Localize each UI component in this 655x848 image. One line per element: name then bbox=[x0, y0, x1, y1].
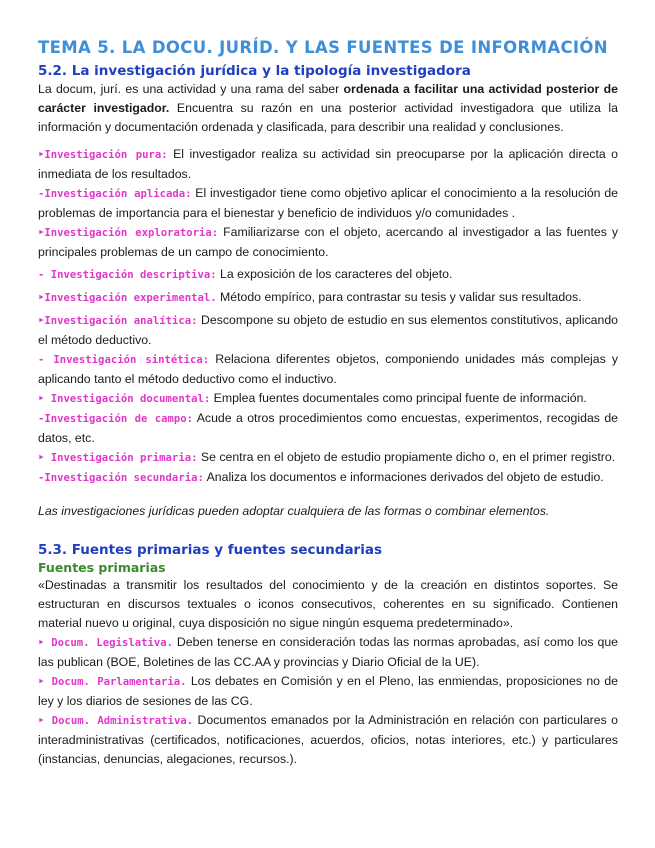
item-text: Método empírico, para contrastar su tesis y validar sus resultados. bbox=[216, 290, 582, 304]
item-term: ‣Investigación pura: bbox=[38, 149, 168, 161]
list-item bbox=[38, 409, 618, 448]
section-heading-5-2: 5.2. La investigación jurídica y la tipología investigadora bbox=[38, 63, 471, 79]
list-item bbox=[38, 389, 618, 409]
list-item bbox=[38, 468, 618, 488]
item-term: ‣Investigación experimental. bbox=[38, 292, 217, 304]
definition-quote: «Destinadas a transmitir los resultados del conocimiento y de la creación en distintos soportes. Se estructuran en discursos textuales o iconos consecutivos, coherentes en su significado. Contienen material nuevo u original, cuya disposición no sigue ningún esquema predeterminado». bbox=[38, 578, 618, 630]
list-item bbox=[38, 288, 618, 308]
item-text: Se centra en el objeto de estudio propiamente dicho o, en el primer registro. bbox=[197, 450, 616, 464]
list-item bbox=[38, 711, 618, 769]
item-term: -Investigación aplicada: bbox=[38, 188, 192, 200]
item-term: ‣Investigación exploratoria: bbox=[38, 227, 219, 239]
item-term: - Investigación descriptiva: bbox=[38, 269, 217, 281]
list-item bbox=[38, 448, 618, 468]
item-text: Analiza los documentos e informaciones derivados del objeto de estudio. bbox=[203, 470, 604, 484]
item-text: Deben tenerse en consideración todas las normas aprobadas, así como los que las publican (BOE, Boletines de las CC.AA y provincias y Diario Oficial de la UE). bbox=[38, 635, 618, 669]
item-text: Acude a otros procedimientos como encuestas, experimentos, recogidas de datos, etc. bbox=[38, 411, 618, 445]
summary-note: Las investigaciones jurídicas pueden adoptar cualquiera de las formas o combinar elementos. bbox=[38, 504, 550, 518]
item-text: Descompone su objeto de estudio en sus elementos constitutivos, aplicando el método deductivo. bbox=[38, 313, 618, 347]
list-item bbox=[38, 145, 618, 184]
item-term: ‣ Docum. Parlamentaria. bbox=[38, 676, 187, 688]
item-term: ‣ Docum. Legislativa. bbox=[38, 637, 173, 649]
list-item bbox=[38, 672, 618, 711]
intro-text-a: La docum, jurí. es una actividad y una rama del saber bbox=[38, 82, 344, 96]
list-item bbox=[38, 223, 618, 262]
item-term: ‣Investigación analítica: bbox=[38, 315, 198, 327]
section-heading-5-3: 5.3. Fuentes primarias y fuentes secundarias bbox=[38, 542, 382, 558]
item-term: -Investigación de campo: bbox=[38, 413, 194, 425]
item-text: Relaciona diferentes objetos, componiendo unidades más complejas y aplicando tanto el método deductivo como el inductivo. bbox=[38, 352, 618, 386]
item-term: -Investigación secundaria: bbox=[38, 472, 204, 484]
list-item bbox=[38, 184, 618, 223]
item-term: ‣ Investigación primaria: bbox=[38, 452, 198, 464]
list-item bbox=[38, 265, 618, 285]
list-item bbox=[38, 350, 618, 389]
item-text: El investigador tiene como objetivo aplicar el conocimiento a la resolución de problemas de importancia para el bienestar y beneficio de individuos y/o comunidades . bbox=[38, 186, 619, 220]
document-title: TEMA 5. LA DOCU. JURÍD. Y LAS FUENTES DE INFORMACIÓN bbox=[38, 38, 608, 57]
intro-text-b: Encuentra su razón en una posterior actividad investigadora que utiliza la información y documentación ordenada y clasificada, para describir una realidad y conclusiones. bbox=[38, 101, 618, 134]
subheading-fuentes-primarias: Fuentes primarias bbox=[38, 560, 166, 575]
item-text: Documentos emanados por la Administración en relación con particulares o interadministrativas (certificados, notificaciones, acuerdos, oficios, notas interiores, etc.) y particulares (instancias, denuncias, alegaciones, recursos.). bbox=[38, 713, 618, 766]
item-text: La exposición de los caracteres del objeto. bbox=[216, 267, 453, 281]
intro-paragraph bbox=[38, 80, 618, 137]
item-text: Los debates en Comisión y en el Pleno, las enmiendas, proposiciones no de ley y los diarios de sesiones de las CG. bbox=[38, 674, 618, 708]
item-text: Emplea fuentes documentales como principal fuente de información. bbox=[210, 391, 587, 405]
document-page bbox=[38, 38, 618, 769]
intro-bold-text: ordenada a facilitar una actividad posterior de carácter investigador. bbox=[38, 82, 618, 115]
item-term: ‣ Docum. Administrativa. bbox=[38, 715, 194, 727]
item-text: Familiarizarse con el objeto, acercando al investigador a las fuentes y principales problemas de un campo de conocimiento. bbox=[38, 225, 618, 259]
item-text: El investigador realiza su actividad sin preocuparse por la aplicación directa o inmediata de los resultados. bbox=[38, 147, 618, 181]
item-term: - Investigación sintética: bbox=[38, 354, 210, 366]
item-term: ‣ Investigación documental: bbox=[38, 393, 211, 405]
list-item bbox=[38, 311, 618, 350]
list-item bbox=[38, 633, 618, 672]
